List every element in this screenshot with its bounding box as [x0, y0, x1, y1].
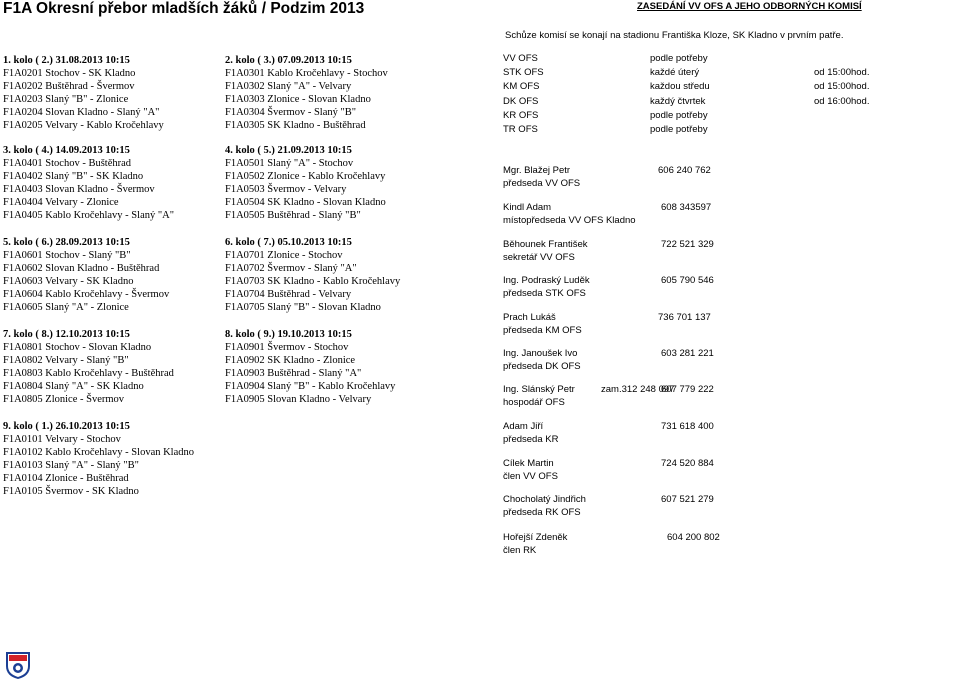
committee-frequency: každé úterý — [650, 67, 700, 79]
round-1 — [3, 54, 218, 132]
committee-schedule — [503, 52, 883, 137]
contact-person — [503, 238, 743, 264]
match: F1A0905 Slovan Kladno - Velvary — [225, 394, 372, 405]
match: F1A0704 Buštěhrad - Velvary — [225, 289, 352, 300]
contact-person — [503, 493, 743, 519]
match: F1A0301 Kablo Kročehlavy - Stochov — [225, 68, 388, 79]
person-phone: 731 618 400 — [661, 421, 714, 432]
round-8 — [225, 328, 440, 406]
committee-name: TR OFS — [503, 123, 538, 135]
match: F1A0402 Slaný "B" - SK Kladno — [3, 171, 144, 182]
person-phone: 724 520 884 — [661, 458, 714, 469]
committee-time: od 15:00hod. — [814, 67, 870, 79]
match: F1A0503 Švermov - Velvary — [225, 184, 347, 195]
committee-frequency: každý čtvrtek — [650, 95, 706, 107]
match: F1A0601 Stochov - Slaný "B" — [3, 250, 131, 261]
meeting-title: ZASEDÁNÍ VV OFS A JEHO ODBORNÝCH KOMISÍ — [637, 1, 862, 12]
person-name: Prach Lukáš — [503, 312, 556, 323]
round-header: 6. kolo ( 7.) 05.10.2013 10:15 — [225, 237, 352, 248]
match: F1A0205 Velvary - Kablo Kročehlavy — [3, 120, 164, 131]
match: F1A0802 Velvary - Slaný "B" — [3, 355, 129, 366]
match: F1A0303 Zlonice - Slovan Kladno — [225, 94, 371, 105]
person-name: Kindl Adam — [503, 202, 552, 213]
committee-name: STK OFS — [503, 67, 544, 79]
page-title: F1A Okresní přebor mladších žáků / Podzim 2013 — [3, 0, 365, 17]
match: F1A0605 Slaný "A" - Zlonice — [3, 302, 129, 313]
round-header: 5. kolo ( 6.) 28.09.2013 10:15 — [3, 237, 130, 248]
match: F1A0903 Buštěhrad - Slaný "A" — [225, 368, 362, 379]
contact-person — [503, 457, 743, 483]
match: F1A0804 Slaný "A" - SK Kladno — [3, 381, 144, 392]
match: F1A0603 Velvary - SK Kladno — [3, 276, 134, 287]
round-header: 3. kolo ( 4.) 14.09.2013 10:15 — [3, 145, 130, 156]
committee-name: VV OFS — [503, 53, 538, 64]
person-role: předseda RK OFS — [503, 507, 581, 518]
contact-person — [503, 347, 743, 373]
person-phone: 607 521 279 — [661, 494, 714, 505]
match: F1A0701 Zlonice - Stochov — [225, 250, 343, 261]
contact-person — [503, 420, 743, 446]
match: F1A0302 Slaný "A" - Velvary — [225, 81, 352, 92]
match: F1A0803 Kablo Kročehlavy - Buštěhrad — [3, 368, 174, 379]
round-4 — [225, 144, 440, 222]
match: F1A0103 Slaný "A" - Slaný "B" — [3, 460, 139, 471]
round-header: 8. kolo ( 9.) 19.10.2013 10:15 — [225, 329, 352, 340]
person-name: Ing. Janoušek Ivo — [503, 348, 578, 359]
person-role: hospodář OFS — [503, 397, 565, 408]
match: F1A0404 Velvary - Zlonice — [3, 197, 119, 208]
round-header: 4. kolo ( 5.) 21.09.2013 10:15 — [225, 145, 352, 156]
round-7 — [3, 328, 218, 406]
match: F1A0102 Kablo Kročehlavy - Slovan Kladno — [3, 447, 195, 458]
person-extra-phone: zam.312 248 097 — [601, 384, 675, 395]
match: F1A0703 SK Kladno - Kablo Kročehlavy — [225, 276, 401, 287]
person-phone: 605 790 546 — [661, 275, 714, 286]
committee-name: DK OFS — [503, 95, 539, 107]
match: F1A0101 Velvary - Stochov — [3, 434, 121, 445]
person-name: Adam Jiří — [503, 421, 544, 432]
committee-time: od 16:00hod. — [814, 95, 870, 107]
contact-person — [503, 311, 743, 337]
match: F1A0204 Slovan Kladno - Slaný "A" — [3, 107, 160, 118]
match: F1A0105 Švermov - SK Kladno — [3, 486, 139, 497]
match: F1A0104 Zlonice - Buštěhrad — [3, 473, 129, 484]
person-phone: 606 240 762 — [658, 165, 711, 176]
contact-person — [503, 164, 743, 190]
committee-frequency: podle potřeby — [650, 53, 708, 64]
committee-name: KR OFS — [503, 109, 539, 121]
match: F1A0305 SK Kladno - Buštěhrad — [225, 120, 366, 131]
person-role: člen RK — [503, 545, 537, 556]
round-2 — [225, 54, 440, 132]
round-header: 7. kolo ( 8.) 12.10.2013 10:15 — [3, 329, 130, 340]
person-phone: 608 343597 — [661, 202, 712, 213]
match: F1A0801 Stochov - Slovan Kladno — [3, 342, 152, 353]
committee-row — [503, 80, 883, 94]
match: F1A0202 Buštěhrad - Švermov — [3, 81, 135, 92]
committee-time: od 15:00hod. — [814, 81, 870, 93]
match: F1A0904 Slaný "B" - Kablo Kročehlavy — [225, 381, 396, 392]
round-header: 9. kolo ( 1.) 26.10.2013 10:15 — [3, 421, 130, 432]
contact-person — [503, 274, 743, 300]
contact-person — [503, 383, 743, 409]
match: F1A0304 Švermov - Slaný "B" — [225, 107, 357, 118]
match: F1A0405 Kablo Kročehlavy - Slaný "A" — [3, 210, 175, 221]
match: F1A0705 Slaný "B" - Slovan Kladno — [225, 302, 381, 313]
committee-row — [503, 123, 883, 137]
person-name: Ing. Podraský Luděk — [503, 275, 590, 286]
person-role: místopředseda VV OFS Kladno — [503, 215, 636, 226]
person-name: Běhounek František — [503, 239, 588, 250]
round-3 — [3, 144, 218, 222]
match: F1A0201 Stochov - SK Kladno — [3, 68, 136, 79]
match: F1A0504 SK Kladno - Slovan Kladno — [225, 197, 386, 208]
match: F1A0505 Buštěhrad - Slaný "B" — [225, 210, 361, 221]
round-6 — [225, 236, 440, 314]
person-phone: 603 281 221 — [661, 348, 714, 359]
committee-row — [503, 95, 883, 109]
meeting-note: Schůze komisí se konají na stadionu Františka Kloze, SK Kladno v prvním patře. — [505, 30, 844, 41]
match: F1A0401 Stochov - Buštěhrad — [3, 158, 132, 169]
round-header: 2. kolo ( 3.) 07.09.2013 10:15 — [225, 55, 352, 66]
committee-frequency: každou středu — [650, 81, 710, 93]
match: F1A0901 Švermov - Stochov — [225, 342, 349, 353]
round-9 — [3, 420, 218, 498]
person-name: Mgr. Blažej Petr — [503, 165, 571, 176]
person-role: předseda KM OFS — [503, 325, 582, 336]
person-phone: 604 200 802 — [667, 532, 720, 543]
person-phone: 736 701 137 — [658, 312, 711, 323]
committee-row — [503, 66, 883, 80]
match: F1A0501 Slaný "A" - Stochov — [225, 158, 354, 169]
committee-frequency: podle potřeby — [650, 123, 708, 135]
person-role: předseda STK OFS — [503, 288, 586, 299]
match: F1A0805 Zlonice - Švermov — [3, 394, 125, 405]
committee-frequency: podle potřeby — [650, 109, 708, 121]
person-phone: 722 521 329 — [661, 239, 714, 250]
match: F1A0203 Slaný "B" - Zlonice — [3, 94, 129, 105]
contact-person — [503, 201, 743, 227]
committee-row — [503, 109, 883, 123]
facr-logo-icon — [4, 650, 32, 680]
match: F1A0604 Kablo Kročehlavy - Švermov — [3, 289, 170, 300]
match: F1A0403 Slovan Kladno - Švermov — [3, 184, 155, 195]
person-role: předseda VV OFS — [503, 178, 581, 189]
contact-person — [503, 531, 743, 557]
committee-row — [503, 52, 883, 66]
person-role: člen VV OFS — [503, 471, 558, 482]
round-5 — [3, 236, 218, 314]
person-name: Hořejší Zdeněk — [503, 532, 568, 543]
person-role: sekretář VV OFS — [503, 252, 575, 263]
match: F1A0502 Zlonice - Kablo Kročehlavy — [225, 171, 386, 182]
person-name: Cílek Martin — [503, 458, 554, 469]
match: F1A0902 SK Kladno - Zlonice — [225, 355, 356, 366]
person-role: předseda KR — [503, 434, 559, 445]
round-header: 1. kolo ( 2.) 31.08.2013 10:15 — [3, 55, 130, 66]
person-name: Ing. Slánský Petr — [503, 384, 575, 395]
person-name: Chocholatý Jindřich — [503, 494, 586, 505]
person-role: předseda DK OFS — [503, 361, 581, 372]
person-phone: 607 779 222 — [661, 384, 714, 395]
match: F1A0602 Slovan Kladno - Buštěhrad — [3, 263, 160, 274]
committee-name: KM OFS — [503, 81, 540, 93]
match: F1A0702 Švermov - Slaný "A" — [225, 263, 357, 274]
